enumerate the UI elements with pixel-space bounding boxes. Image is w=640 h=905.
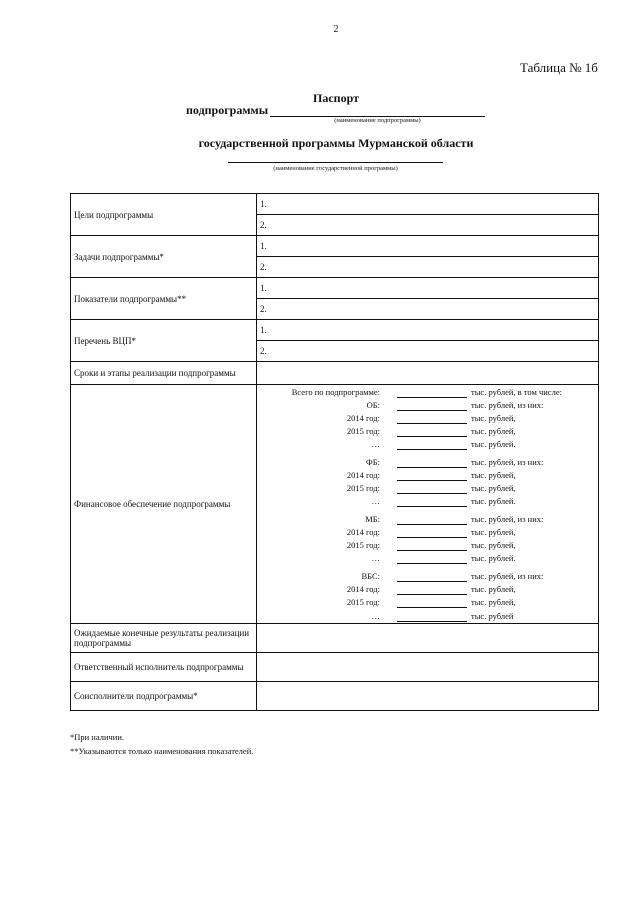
finance-line-label: ОБ: (366, 400, 380, 410)
finance-line-blank (397, 541, 467, 551)
subprogram-caption: (наименование подпрограммы) (334, 117, 421, 124)
finance-line-label: … (371, 496, 380, 506)
finance-line-blank (397, 471, 467, 481)
finance-line-label: МБ: (365, 514, 380, 524)
vcp-item-1: 1. (257, 320, 599, 341)
results-value (257, 624, 599, 653)
footnote-1: *При наличии. (70, 732, 124, 742)
finance-line-text: тыс. рублей. (471, 553, 516, 563)
finance-line-blank (397, 427, 467, 437)
finance-line-blank (397, 401, 467, 411)
finance-line-label: 2015 год: (346, 597, 380, 607)
finance-line-label: ФБ: (366, 457, 380, 467)
program-caption: (наименование государственной программы) (273, 165, 398, 172)
finance-line-label: 2014 год: (346, 584, 380, 594)
finance-line-blank (397, 484, 467, 494)
tasks-item-1: 1. (257, 236, 599, 257)
finance-line-blank (397, 585, 467, 595)
finance-line-blank (397, 388, 467, 398)
indicators-item-1: 1. (257, 278, 599, 299)
finance-line-blank (397, 497, 467, 507)
subprogram-name-blank (270, 104, 485, 117)
finance-line-blank (397, 414, 467, 424)
program-title: государственной программы Мурманской области (198, 136, 474, 150)
finance-line-blank (397, 515, 467, 525)
finance-line-text: тыс. рублей, (471, 483, 516, 493)
terms-value (257, 362, 599, 385)
finance-line-text: тыс. рублей, из них: (471, 571, 544, 581)
finance-line-text: тыс. рублей. (471, 496, 516, 506)
tasks-label: Задачи подпрограммы* (71, 236, 257, 278)
finance-line-text: тыс. рублей, (471, 426, 516, 436)
finance-line-text: тыс. рублей, из них: (471, 457, 544, 467)
indicators-item-2: 2. (257, 299, 599, 320)
finance-line-text: тыс. рублей, (471, 413, 516, 423)
finance-line-text: тыс. рублей, (471, 540, 516, 550)
subprogram-label: подпрограммы (186, 103, 269, 117)
finance-line-label: … (371, 611, 380, 621)
finance-line-label: 2014 год: (346, 527, 380, 537)
finance-line-blank (397, 528, 467, 538)
finance-line-blank (397, 572, 467, 582)
finance-line-label: … (371, 553, 380, 563)
finance-line-label: 2015 год: (346, 426, 380, 436)
coexecutors-value (257, 682, 599, 711)
finance-line-text: тыс. рублей, (471, 527, 516, 537)
finance-line-text: тыс. рублей, (471, 597, 516, 607)
finance-line-text: тыс. рублей (471, 611, 514, 621)
tasks-item-2: 2. (257, 257, 599, 278)
finance-line-text: тыс. рублей, (471, 470, 516, 480)
finance-line-label: 2015 год: (346, 540, 380, 550)
finance-value (257, 385, 599, 624)
indicators-label: Показатели подпрограммы** (71, 278, 257, 320)
finance-line-label: ВБС: (361, 571, 380, 581)
finance-label: Финансовое обеспечение подпрограммы (71, 385, 257, 624)
vcp-item-2: 2. (257, 341, 599, 362)
finance-line-blank (397, 440, 467, 450)
finance-line-label: 2015 год: (346, 483, 380, 493)
finance-lines (257, 385, 598, 623)
finance-line-text: тыс. рублей, из них: (471, 514, 544, 524)
finance-line-label: 2014 год: (346, 470, 380, 480)
program-name-blank (228, 150, 443, 163)
finance-line-label: Всего по подпрограмме: (291, 387, 380, 397)
responsible-label: Ответственный исполнитель подпрограммы (71, 653, 257, 682)
coexecutors-label: Соисполнители подпрограммы* (71, 682, 257, 711)
goals-label: Цели подпрограммы (71, 194, 257, 236)
finance-line-blank (397, 554, 467, 564)
finance-line-text: тыс. рублей, в том числе: (471, 387, 562, 397)
page-number: 2 (333, 24, 339, 35)
finance-line-blank (397, 598, 467, 608)
vcp-label: Перечень ВЦП* (71, 320, 257, 362)
finance-line-text: тыс. рублей. (471, 439, 516, 449)
finance-line-blank (397, 612, 467, 622)
finance-line-text: тыс. рублей, из них: (471, 400, 544, 410)
finance-line-blank (397, 458, 467, 468)
terms-label: Сроки и этапы реализации подпрограммы (71, 362, 257, 385)
footnote-2: **Указываются только наименования показателей. (70, 746, 254, 756)
finance-line-label: … (371, 439, 380, 449)
document-title: Паспорт (313, 91, 359, 105)
goals-item-1: 1. (257, 194, 599, 215)
passport-table (70, 193, 599, 711)
results-label: Ожидаемые конечные результаты реализации подпрограммы (71, 624, 257, 653)
finance-line-text: тыс. рублей, (471, 584, 516, 594)
finance-line-label: 2014 год: (346, 413, 380, 423)
responsible-value (257, 653, 599, 682)
goals-item-2: 2. (257, 215, 599, 236)
table-label: Таблица № 1б (520, 60, 598, 75)
footnotes (70, 730, 253, 758)
